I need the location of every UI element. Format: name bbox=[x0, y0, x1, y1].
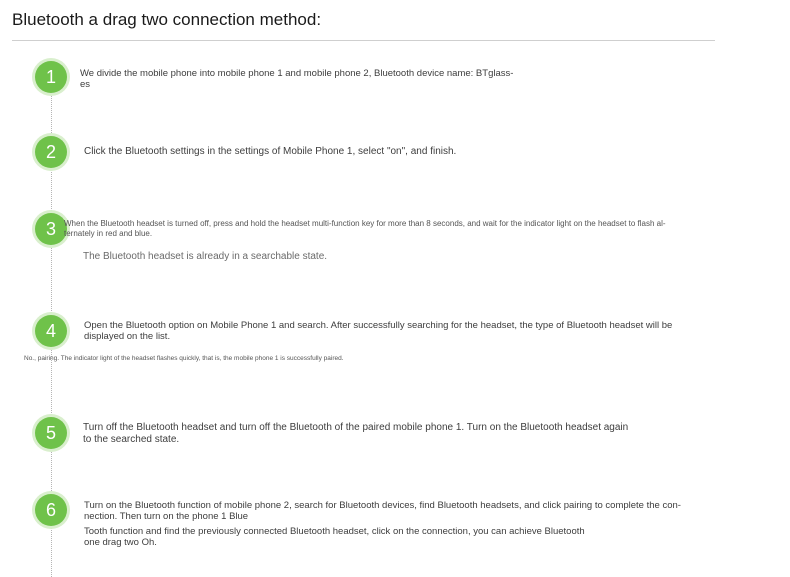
step-3-extra: The Bluetooth headset is already in a searchable state. bbox=[83, 251, 328, 262]
step-4-extra: No., pairing. The indicator light of the headset flashes quickly, that is, the mobile phone 1 is successfully paired. bbox=[24, 355, 344, 362]
step-5-badge: 5 bbox=[35, 417, 67, 449]
page-title: Bluetooth a drag two connection method: bbox=[12, 10, 322, 29]
step-1-badge: 1 bbox=[35, 61, 67, 93]
step-5-line-1: Turn off the Bluetooth headset and turn off the Bluetooth of the paired mobile phone 1. Turn on the Bluetooth headset again bbox=[83, 422, 629, 433]
step-4-line-2: displayed on the list. bbox=[84, 331, 171, 342]
step-2-badge: 2 bbox=[35, 136, 67, 168]
step-6-extra-line-2: one drag two Oh. bbox=[84, 537, 157, 548]
step-4-badge: 4 bbox=[35, 315, 67, 347]
step-6-badge: 6 bbox=[35, 494, 67, 526]
step-1-text bbox=[80, 68, 513, 90]
step-4-line-1: Open the Bluetooth option on Mobile Phone 1 and search. After successfully searching for the headset, the type of Bluetooth headset will be bbox=[84, 320, 673, 331]
step-6-line-2: nection. Then turn on the phone 1 Blue bbox=[84, 511, 249, 522]
step-6-line-1: Turn on the Bluetooth function of mobile phone 2, search for Bluetooth devices, find Bluetooth headsets, and click pairing to complete the con- bbox=[84, 500, 681, 511]
step-3-badge: 3 bbox=[35, 213, 67, 245]
step-5-text bbox=[83, 422, 628, 446]
step-3-line-2: ternately in red and blue. bbox=[64, 229, 153, 238]
step-6-text bbox=[84, 500, 681, 522]
step-3-line-1: When the Bluetooth headset is turned off, press and hold the headset multi-function key for more than 8 seconds, and wait for the indicator light on the headset to flash al- bbox=[64, 219, 666, 228]
step-6-extra bbox=[84, 526, 585, 548]
step-1-line-2: es bbox=[80, 79, 91, 90]
step-3-text bbox=[64, 219, 666, 239]
step-2-text bbox=[84, 146, 456, 158]
step-6-extra-line-1: Tooth function and find the previously connected Bluetooth headset, click on the connection, you can achieve Bluetooth bbox=[84, 526, 585, 537]
step-2-line-1: Click the Bluetooth settings in the settings of Mobile Phone 1, select "on", and finish. bbox=[84, 146, 457, 157]
step-4-text bbox=[84, 320, 672, 342]
title-divider bbox=[12, 40, 715, 41]
step-5-line-2: to the searched state. bbox=[83, 434, 180, 445]
step-1-line-1: We divide the mobile phone into mobile phone 1 and mobile phone 2, Bluetooth device name: BTglass- bbox=[80, 68, 514, 79]
